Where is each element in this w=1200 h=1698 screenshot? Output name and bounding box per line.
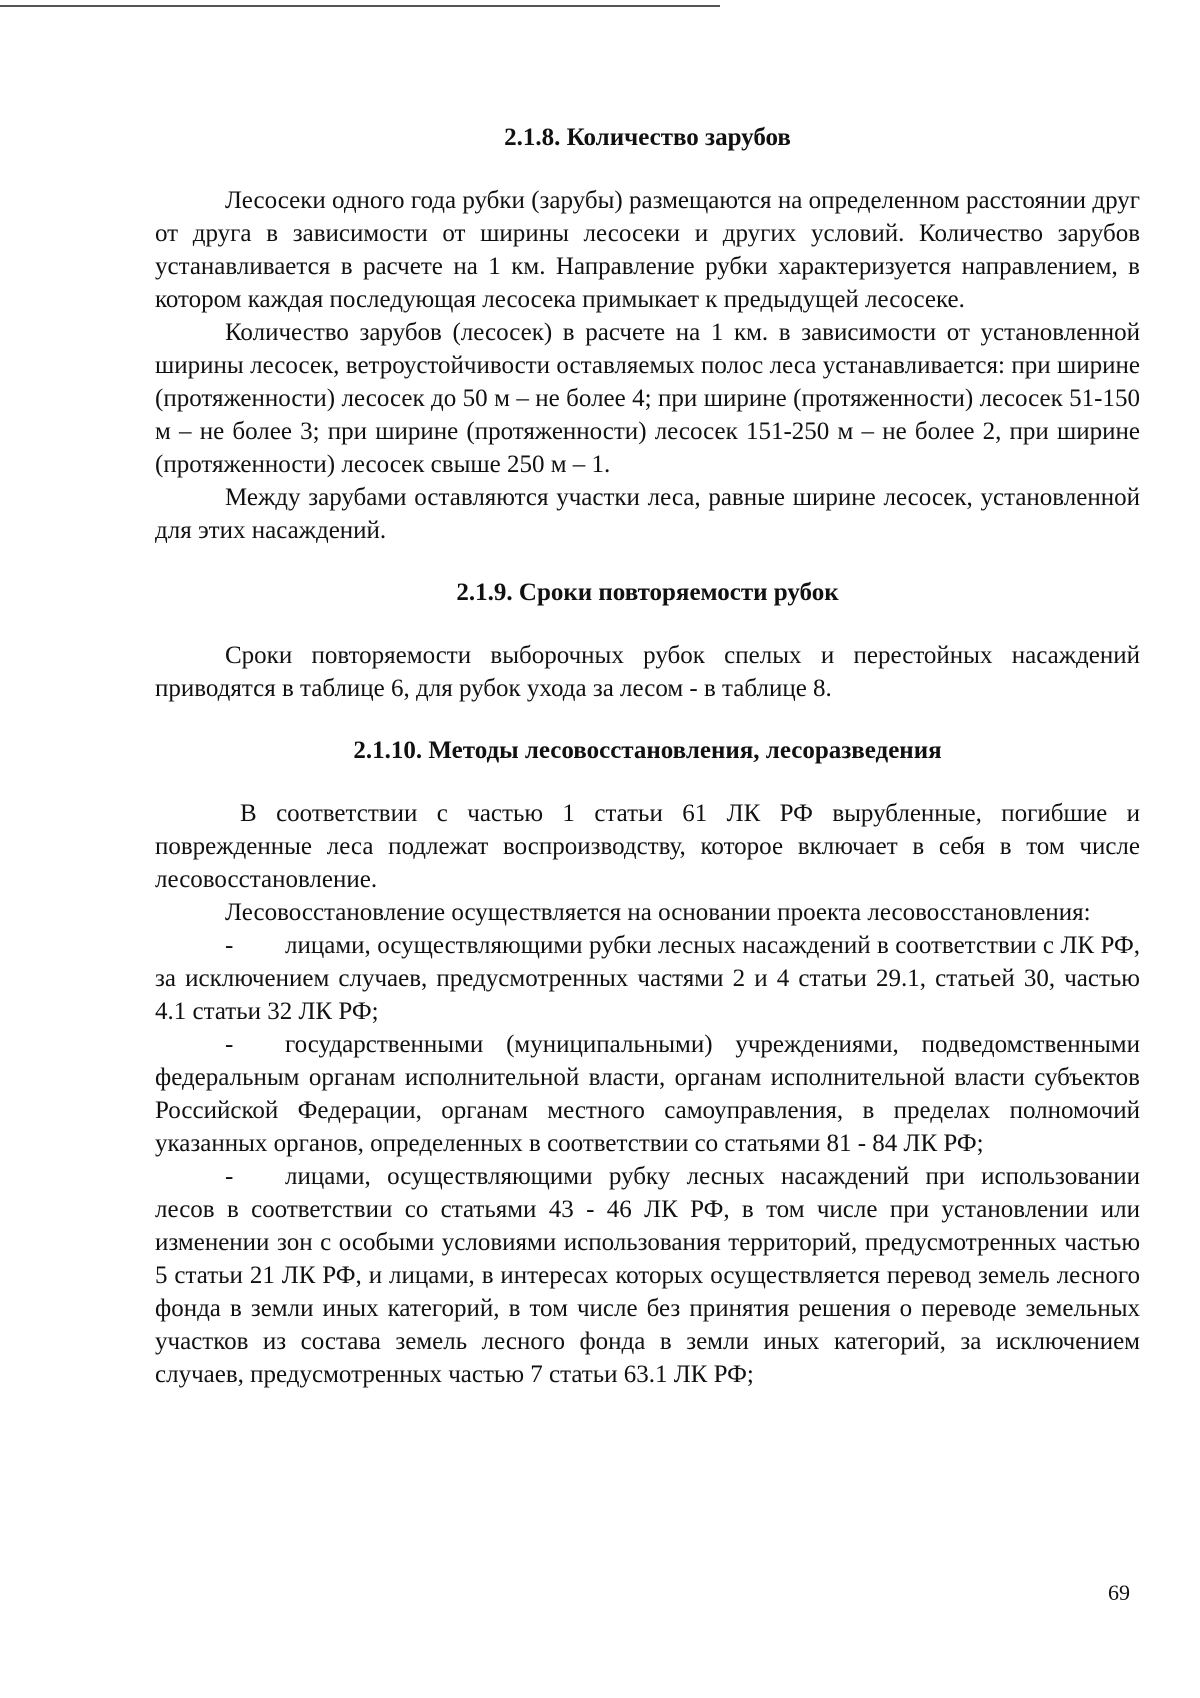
section-2-1-10-paragraph-2: Лесовосстановление осуществляется на основании проекта лесовосстановления: [225, 899, 1091, 926]
list-item [155, 1160, 1140, 1391]
section-2-1-9-paragraph-1: Сроки повторяемости выборочных рубок спелых и перестойных насаждений приводятся в таблице 6, для рубок ухода за лесом - в таблице 8. [155, 642, 1140, 702]
list-dash: - [225, 932, 234, 959]
section-2-1-8-paragraph-2: Количество зарубов (лесосек) в расчете на 1 км. в зависимости от установленной ширины лесосек, ветроустойчивости оставляемых полос леса устанавливается: при ширине (протяженности) лесосек до 50 м – не более 4; при ширине (протяженности) лесосек 51-150 м – не более 3; при ширине (протяженности) лесосек 151-250 м – не более 2, при ширине (протяженности) лесосек свыше 250 м – 1. [155, 319, 1140, 478]
section-2-1-10-paragraph-1: В соответствии с частью 1 статьи 61 ЛК РФ вырубленные, погибшие и поврежденные леса подлежат воспроизводству, которое включает в себя в том числе лесовосстановление. [155, 800, 1140, 893]
section-2-1-8-paragraph-3: Между зарубами оставляются участки леса, равные ширине лесосек, установленной для этих насаждений. [155, 484, 1140, 544]
list-dash: - [225, 1163, 234, 1190]
list-item [155, 929, 1140, 1028]
page-number: 69 [1108, 1580, 1130, 1605]
list-dash: - [225, 1031, 234, 1058]
top-border-line [0, 5, 720, 7]
section-2-1-10-title: 2.1.10. Методы лесовосстановления, лесоразведения [353, 737, 942, 764]
list-item-text: лицами, осуществляющими рубку лесных насаждений при использовании лесов в соответствии со статьями 43 - 46 ЛК РФ, в том числе при установлении или изменении зон с особыми условиями использования территорий, предусмотренных частью 5 статьи 21 ЛК РФ, и лицами, в интересах которых осуществляется перевод земель лесного фонда в земли иных категорий, в том числе без принятия решения о переводе земельных участков из состава земель лесного фонда в земли иных категорий, за исключением случаев, предусмотренных частью 7 статьи 63.1 ЛК РФ; [155, 1163, 1140, 1388]
list-item [155, 1028, 1140, 1160]
list-item-text: лицами, осуществляющими рубки лесных насаждений в соответствии с ЛК РФ, за исключением случаев, предусмотренных частями 2 и 4 статьи 29.1, статьей 30, частью 4.1 статьи 32 ЛК РФ; [155, 932, 1140, 1025]
section-2-1-9-title: 2.1.9. Сроки повторяемости рубок [456, 579, 839, 606]
section-2-1-8-title: 2.1.8. Количество зарубов [504, 124, 791, 151]
section-2-1-8-paragraph-1: Лесосеки одного года рубки (зарубы) размещаются на определенном расстоянии друг от друга в зависимости от ширины лесосеки и других условий. Количество зарубов устанавливается в расчете на 1 км. Направление рубки характеризуется направлением, в котором каждая последующая лесосека примыкает к предыдущей лесосеке. [155, 187, 1140, 313]
document-page [155, 122, 1140, 1391]
list-item-text: государственными (муниципальными) учреждениями, подведомственными федеральным органам исполнительной власти, органам исполнительной власти субъектов Российской Федерации, органам местного самоуправления, в пределах полномочий указанных органов, определенных в соответствии со статьями 81 - 84 ЛК РФ; [155, 1031, 1140, 1157]
